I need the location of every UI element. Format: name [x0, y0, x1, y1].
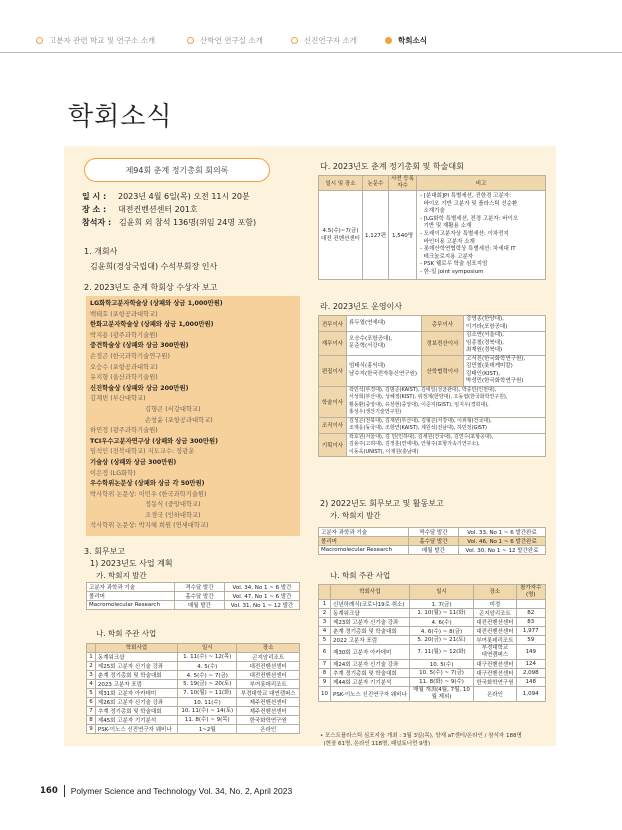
footnote-line: (현장 61명, 온라인 118명, 패널토너먼 9명)	[320, 741, 431, 747]
table-row	[87, 725, 300, 734]
table-cell: 대전컨벤션센터	[237, 671, 300, 680]
table-cell: 1. 11(수) ~ 12(목)	[178, 653, 237, 662]
note-line: 기반 및 재활용 소재	[420, 223, 472, 230]
note-line: - PSK 웰로우 학술 심포지엄	[420, 261, 488, 268]
table-row	[319, 528, 546, 537]
table-cell: 10	[319, 687, 331, 702]
table-header-cell: 재무이사	[319, 332, 347, 356]
award-winner: 박사학위 논문상: 이민우 (한국과학기술원)	[90, 490, 207, 498]
subsection-heading: 1) 2023년도 사업 계획	[90, 559, 173, 568]
table-row	[87, 653, 300, 662]
table-cell: 82	[516, 609, 545, 618]
table-cell: 홀수달 발간	[175, 592, 225, 601]
table-row	[319, 669, 546, 678]
table-cell: 한국화학연구원	[474, 678, 516, 687]
table-cell: 폴리머	[319, 537, 409, 546]
table-cell: 부여롯데리조트	[237, 680, 300, 689]
nav-divider	[0, 52, 622, 53]
table-cell: 3	[319, 618, 331, 627]
table-cell: 온라인	[237, 725, 300, 734]
table-cell: 149	[516, 645, 545, 660]
table-row	[87, 662, 300, 671]
table-cell: 제주컨벤션센터	[237, 707, 300, 716]
meeting-title-box	[84, 158, 270, 182]
award-winner: 손창윤 (포항공과대학교)	[145, 416, 213, 424]
table-cell: 2023 고분자 포럼	[95, 680, 177, 689]
board-table	[318, 315, 546, 457]
table-cell: 매월 발간	[175, 601, 225, 610]
table-cell: 제23회 고분자 신기술 강좌	[331, 618, 410, 627]
nav-item-label: 학회소식	[397, 35, 427, 45]
table-cell: 3	[87, 671, 96, 680]
table-cell: 7. 10(월) ~ 11(화)	[178, 689, 237, 698]
table-row	[319, 386, 546, 417]
note-line: - 도레이고분자상 특별세션: 이차전지	[420, 230, 509, 237]
table-cell: 11. 8(수) ~ 9(목)	[178, 716, 237, 725]
table-cell: 148	[516, 678, 545, 687]
table-row	[319, 417, 546, 433]
nav-item-labs[interactable]	[187, 32, 263, 48]
table-cell: 11. 8(화) ~ 9(수)	[409, 678, 474, 687]
table-cell: 59	[516, 636, 545, 645]
table-cell: 1,977	[516, 627, 545, 636]
journal-table-2023	[86, 582, 300, 610]
table-cell: 9	[319, 678, 331, 687]
award-winner: 이은정 (LG화학)	[90, 469, 136, 477]
nav-item-schools[interactable]	[36, 32, 155, 48]
table-row	[319, 600, 546, 609]
table-cell: 1	[87, 653, 96, 662]
award-category: 신진학술상 (상패와 상금 200만원)	[90, 384, 189, 392]
award-winner: 조경국 (인하대학교)	[145, 511, 201, 519]
table-cell: 폴리머	[87, 592, 175, 601]
table-cell: 추계 정기총회 및 학술대회	[331, 669, 410, 678]
award-category: TCI우수고분자연구상 (상패와 상금 300만원)	[90, 437, 218, 445]
table-row	[87, 592, 300, 601]
table-cell: 10. 5(수)	[409, 660, 474, 669]
note-line: 바이오 기반 고분자 및 플라스틱 선순환	[420, 200, 518, 207]
table-row	[87, 698, 300, 707]
table-cell: 신년하례식(코로나19로 취소)	[331, 600, 410, 609]
award-winner: 하민정 (광주과학기술원)	[90, 427, 158, 435]
table-row	[319, 678, 546, 687]
table-cell: 4. 5(수)	[178, 662, 237, 671]
table-cell: Macromolecular Research	[87, 601, 175, 610]
table-cell: 83	[516, 618, 545, 627]
table-row	[319, 687, 546, 702]
table-row	[319, 636, 546, 645]
table-cell: 엄태식(홍익대) 남수지(한국전자통신연구원)	[347, 355, 422, 386]
table-cell: 4. 5(수) ~ 7(금)	[178, 671, 237, 680]
table-cell: 짝수달 발간	[409, 528, 459, 537]
table-cell: 강영종(한양대), 이기라(포항공대)	[464, 316, 546, 332]
table-header-cell: 전무이사	[319, 316, 347, 332]
award-winner: 임석인 (전북대학교) 지도교수: 정광운	[90, 448, 195, 456]
footnote-line: • 포스트플라스틱 심포지움 개최 : 3월 3일(목), 양재 aT센터/온라인 / 참석자 188명	[320, 733, 522, 739]
table-cell: 10. 5(수) ~ 7(금)	[409, 669, 474, 678]
nav-bullet-icon	[291, 37, 298, 44]
meeting-title: 제94회 춘계 정기총회 회의록	[125, 165, 229, 175]
table-cell: 대구컨벤션센터	[474, 669, 516, 678]
table-cell: 제주컨벤션센터	[237, 698, 300, 707]
place-value: 대전컨벤션센터 201호	[118, 205, 198, 214]
table-cell: 2	[87, 662, 96, 671]
award-winner: 석사학위 논문상: 박지혜 희원 (연세대학교)	[90, 522, 209, 530]
table-cell: 5	[87, 689, 96, 698]
award-winner: 정동식 (중앙대학교)	[145, 501, 201, 509]
table-cell: 124	[516, 660, 545, 669]
table-cell: 10. 11(수) ~ 14(토)	[178, 707, 237, 716]
cell-line: 대전 컨벤션센터	[321, 235, 360, 242]
section-opening	[84, 246, 217, 273]
nav-bullet-icon	[36, 37, 43, 44]
table-cell: PSK-이노스 신진연구자 웨비나	[331, 687, 410, 702]
note-line: - [LG화학 특별세션, 전경 고분자: 바이오	[420, 215, 519, 222]
table-cell: 7	[87, 707, 96, 716]
section-heading: 2) 2022년도 회무보고 및 활동보고	[320, 499, 444, 508]
journal-citation: Polymer Science and Technology Vol. 34, No. 2, April 2023	[70, 786, 293, 796]
note-line: - 롯데산학연협력상 특별세션: 차세대 IT	[420, 246, 516, 253]
table-header: 사전 등록자수	[389, 176, 417, 191]
table-row	[319, 355, 546, 386]
award-category: 기술상 (상패와 상금 300만원)	[90, 458, 177, 466]
journal-table-2022	[318, 527, 546, 555]
table-cell: 10. 11(수)	[178, 698, 237, 707]
table-cell: 홀수달 발간	[409, 537, 459, 546]
table-row	[87, 680, 300, 689]
table-cell: 2022 고분자 포럼	[331, 636, 410, 645]
table-cell: Vol. 34, No 1 ~ 6 발간	[225, 583, 300, 592]
table-header: 학회사업	[95, 644, 177, 653]
cell-line: 4.5(수)~7(금)	[322, 227, 359, 234]
table-header: 장소	[237, 644, 300, 653]
nav-item-label: 고분자 관련 학교 및 연구소 소개	[49, 35, 156, 45]
table-cell: 고분자 과학과 기술	[319, 528, 409, 537]
table-row	[87, 671, 300, 680]
table-cell: 매월 발간	[409, 546, 459, 555]
table-cell: 곤지암리조트	[474, 609, 516, 618]
table-cell: 1,540명	[389, 191, 417, 280]
note-line: - 한-일 joint symposium	[420, 268, 484, 275]
table-row	[87, 716, 300, 725]
table-row	[87, 601, 300, 610]
table-header-cell: 산학협력이사	[422, 355, 464, 386]
note-line: - [분대회]PI 특별세션, 진한경 고분자:	[420, 193, 511, 199]
table-cell: 9	[87, 725, 96, 734]
table-header: 학회사업	[331, 585, 410, 600]
table-cell: 동계워크샵	[331, 609, 410, 618]
table-cell: 격수달 발간	[175, 583, 225, 592]
table-cell: Vol. 31, No 1 ~ 12 발간	[225, 601, 300, 610]
table-header	[87, 644, 96, 653]
nav-bullet-icon	[385, 37, 392, 44]
table-cell: 김소연(서울대), 임종철(경북대), 최재원(경북대)	[464, 332, 546, 356]
date-value: 2023년 4월 6일(목) 오전 11시 20분	[118, 192, 250, 201]
table-cell: 4	[319, 627, 331, 636]
table-cell: PSK-이노스 신진연구자 웨비나	[95, 725, 177, 734]
attendees-value: 김윤희 외 참석 136명(위임 24명 포함)	[119, 218, 257, 227]
nav-item-researchers[interactable]	[291, 32, 357, 48]
table-cell: Vol. 30, No 1 ~ 12 발간완료	[459, 546, 546, 555]
table-cell: 1,127편	[363, 191, 389, 280]
table-cell: 부경대학교 대연캠퍼스	[237, 689, 300, 698]
table-header: 논문수	[363, 176, 389, 191]
table-cell: 대전컨벤션센터	[474, 618, 516, 627]
award-winner: 박지용 (광주과학기술원)	[90, 331, 158, 339]
table-row	[319, 609, 546, 618]
table-header-cell: 학술이사	[319, 386, 347, 417]
table-cell: 부경대학교 대연캠퍼스	[474, 645, 516, 660]
table-row	[319, 433, 546, 457]
table-cell: 곤지암리조트	[237, 653, 300, 662]
footer-divider	[64, 785, 65, 797]
table-header-cell: 정보전산이사	[422, 332, 464, 356]
table-cell: 대구컨벤션센터	[474, 660, 516, 669]
table-cell: 1. 7(금)	[409, 600, 474, 609]
table-row	[319, 316, 546, 332]
table-header-cell: 편집이사	[319, 355, 347, 386]
table-cell: Vol. 33, No 1 ~ 6 발간완료	[459, 528, 546, 537]
events-table-2023	[86, 643, 300, 734]
events-table-2022	[318, 584, 546, 702]
table-cell: 제25회 고분자 신기술 강좌	[95, 662, 177, 671]
table-cell: 오승수(포항공대), 문준혁(서강대)	[347, 332, 422, 356]
table-row	[87, 707, 300, 716]
table-cell: 제30회 고분자 아카데미	[331, 645, 410, 660]
meeting-info	[82, 190, 256, 229]
table-cell: 추계 정기총회 및 학술대회	[95, 707, 177, 716]
note-line: 바인더용 고분자 소재	[420, 238, 475, 245]
table-cell: 6	[319, 645, 331, 660]
table-cell: 8	[319, 669, 331, 678]
page-title: 학회소식	[68, 102, 173, 132]
section-heading: 2. 2023년도 춘계 학회상 수상자 보고	[84, 283, 218, 292]
award-winner: 백태호 (포항공과대학교)	[90, 310, 158, 318]
table-cell: 1,094	[516, 687, 545, 702]
table-cell: 1	[319, 600, 331, 609]
award-winner: 손정곤 (한국과학기술연구원)	[90, 352, 170, 360]
table-row	[319, 618, 546, 627]
table-cell: 동계워크샵	[95, 653, 177, 662]
table-cell	[516, 600, 545, 609]
table-cell: 4. 6(수) ~ 8(금)	[409, 627, 474, 636]
table-header: 일시	[409, 585, 474, 600]
table-cell: 1. 10(월) ~ 11(화)	[409, 609, 474, 618]
table-cell: 5	[319, 636, 331, 645]
table-cell: 고서진(한국화학연구원), 김민철(롯데케미칼) 김태인(KIST), 박성민(한국화학연구원)	[464, 355, 546, 386]
table-cell: 온라인	[474, 687, 516, 702]
table-row	[319, 627, 546, 636]
table-cell: 매월 개최(4월, 7월, 10월 제외)	[409, 687, 474, 702]
table-cell: 대전컨벤션센터	[474, 627, 516, 636]
table-row	[87, 583, 300, 592]
award-winner: 오승수 (포항공과대학교)	[90, 363, 158, 371]
award-category: 한화고분자학술상 (상패와 상금 1,000만원)	[90, 321, 214, 329]
table-header: 참가자수 (명)	[516, 585, 545, 600]
section-nav	[36, 32, 596, 48]
table-cell: 7. 11(월) ~ 12(화)	[409, 645, 474, 660]
table-row	[319, 332, 546, 356]
table-cell: 5. 20(금) ~ 21(토)	[409, 636, 474, 645]
nav-item-news[interactable]	[385, 32, 427, 48]
table-row	[319, 546, 546, 555]
table-cell: 류두열(연세대)	[347, 316, 422, 332]
table-cell: 곽호원(서울대), 김 민(인하대), 김세원(건국대), 김연수(포항공대), 김용주(고려대), 김정훈(연세대), 안형주(포항가속기연구소), 이동욱(UNIST), 이재원(충남대)	[347, 433, 546, 457]
award-category: 중견학술상 (상패와 상금 300만원)	[90, 342, 189, 350]
award-winner: 김재빈 (부산대학교)	[90, 395, 146, 403]
table-cell: 제45회 고분자 기기분석	[95, 716, 177, 725]
table-cell: 7	[319, 660, 331, 669]
table-header: 비고	[417, 176, 546, 191]
table-header-cell: 총무이사	[422, 316, 464, 332]
table-cell	[417, 191, 546, 280]
table-cell: 제26회 고분자 신기술 강좌	[95, 698, 177, 707]
table-header: 장소	[474, 585, 516, 600]
table-cell: 부여롯데리조트	[474, 636, 516, 645]
table-cell: 제31회 고분자 아카데미	[95, 689, 177, 698]
section-text: 김윤희(경상국립대) 수석부회장 인사	[90, 262, 218, 271]
table-cell: 곽민석(부경대), 김범준(KAIST), 김태일(성균관대), 박종민(인천대), 서성혁(부산대), 성혜정(KIST), 위정재(한양대), 오동엽(한국화학연구원), 황동환(중앙대), 유상현(중앙대), 이준지(GIST), 임지우(경희대), 홍성우(생산기술연구원)	[347, 386, 546, 417]
table-cell: 제44회 고분자 기기분석	[331, 678, 410, 687]
note-line: 테크놀로지용 고분자	[420, 253, 474, 260]
table-cell: 제24회 고분자 신기술 강좌	[331, 660, 410, 669]
award-winner: 김형곤 (서강대학교)	[145, 405, 201, 413]
page-number: 160	[40, 786, 58, 796]
attendees-label: 참석자 :	[82, 218, 112, 227]
table-cell: 고분자 과학과 기술	[87, 583, 175, 592]
nav-bullet-icon	[187, 37, 194, 44]
table-row	[319, 660, 546, 669]
place-label: 장 소 :	[82, 205, 107, 214]
subsection-heading: 가. 학회지 발간	[96, 571, 147, 580]
section-heading: 라. 2023년도 운영이사	[320, 302, 403, 311]
awards-list	[86, 296, 300, 536]
table-cell: Vol. 46, No 1 ~ 6 발간완료	[459, 537, 546, 546]
table-cell: 춘계 정기총회 및 학술대회	[95, 671, 177, 680]
table-cell: 2	[319, 609, 331, 618]
table-header: 일시	[178, 644, 237, 653]
conference-table	[318, 175, 546, 280]
subsection-heading: 나. 학회 주관 사업	[96, 629, 157, 638]
section-heading: 1. 개회사	[84, 247, 118, 256]
nav-item-label: 신진연구자 소개	[303, 35, 357, 45]
footnote	[320, 732, 550, 748]
table-cell: 6	[87, 698, 96, 707]
table-cell: 4	[87, 680, 96, 689]
nav-item-label: 산학연 연구실 소개	[200, 35, 263, 45]
table-cell	[319, 191, 363, 280]
table-cell: 대전컨벤션센터	[237, 662, 300, 671]
section-heading: 3. 회무보고	[84, 547, 126, 556]
subsection-heading: 나. 학회 주관 사업	[330, 571, 391, 580]
table-header-cell: 조직이사	[319, 417, 347, 433]
date-label: 일 시 :	[82, 192, 107, 201]
table-header	[319, 585, 331, 600]
note-line: 소재기술	[420, 208, 445, 215]
table-cell: Vol. 47, No 1 ~ 6 발간	[225, 592, 300, 601]
table-cell: 김성곤(전북대), 김재빈(부산대), 김형곤(서강대), 이위형(건국대), 조재응(동국대), 조항연(KAIST), 제원석(전남대), 하민정(GIST)	[347, 417, 546, 433]
table-row	[87, 689, 300, 698]
subsection-heading: 가. 학회지 발간	[330, 511, 381, 520]
table-cell: Macromolecular Research	[319, 546, 409, 555]
table-cell: 한국화학연구원	[237, 716, 300, 725]
award-category: 우수학위논문상 (상패와 상금 각 50만원)	[90, 480, 205, 488]
table-cell: 미정	[474, 600, 516, 609]
award-winner: 유지형 (울산과학기술원)	[90, 374, 158, 382]
table-row	[319, 645, 546, 660]
table-cell: 2,098	[516, 669, 545, 678]
table-header: 일시 및 장소	[319, 176, 363, 191]
section-heading: 다. 2023년도 춘계 정기총회 및 학술대회	[320, 162, 464, 171]
table-cell: 4. 6(수)	[409, 618, 474, 627]
award-category: LG화학고분자학술상 (상패와 상금 1,000만원)	[90, 300, 223, 307]
table-cell: 1~2월	[178, 725, 237, 734]
table-cell: 춘계 정기총회 및 학술대회	[331, 627, 410, 636]
table-row	[319, 537, 546, 546]
table-cell: 8	[87, 716, 96, 725]
page-footer	[40, 785, 292, 797]
table-cell: 5. 19(금) ~ 20(토)	[178, 680, 237, 689]
table-header-cell: 기획이사	[319, 433, 347, 457]
